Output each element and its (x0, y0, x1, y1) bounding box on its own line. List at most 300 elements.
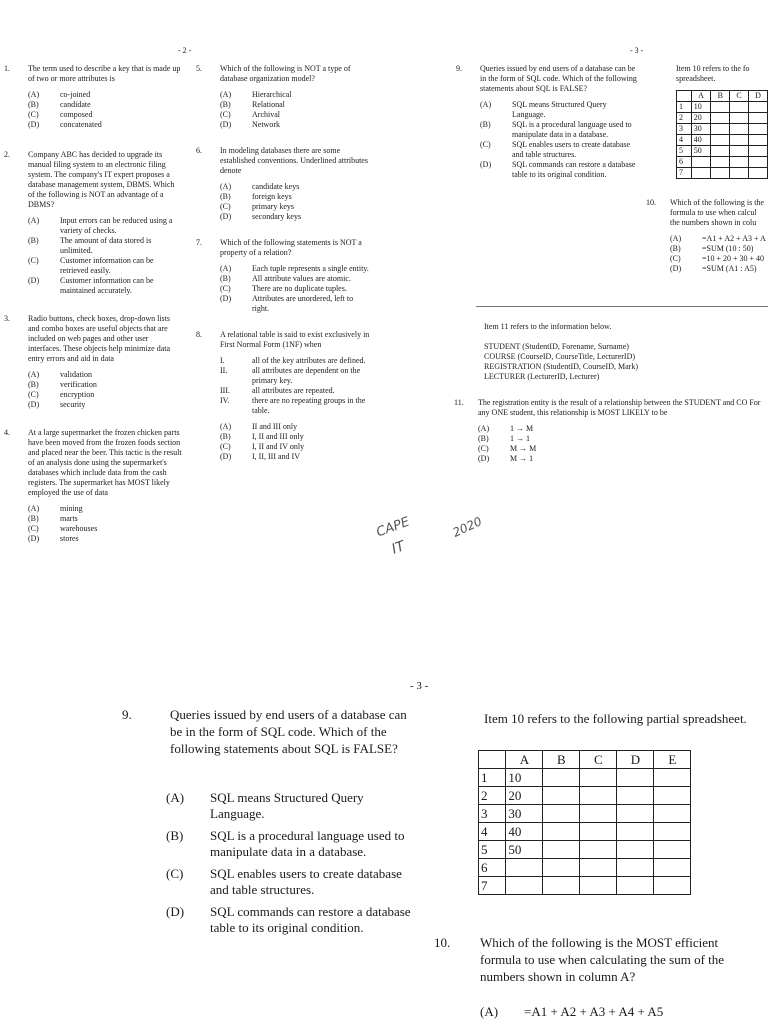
sheet-cell (749, 146, 768, 157)
option-text: validation (60, 370, 92, 379)
option-text: SQL means Structured Query Language. (512, 100, 607, 119)
sheet-cell (617, 823, 654, 841)
answer-option-large (166, 866, 416, 898)
sheet-cell: 30 (691, 124, 711, 135)
answer-option (670, 234, 768, 244)
sheet-column-header: B (543, 751, 580, 769)
question-text: At a large supermarket the frozen chicken parts have been moved from the frozen foods section and placed near the beer. This tactic is the result of an analysis done using the supermarket's databases which include data from the cash registers. The supermarket has MOST likely employed the use of data (28, 428, 182, 497)
sheet-cell (711, 146, 730, 157)
question-block (646, 198, 768, 274)
sheet-column-header: B (711, 91, 730, 102)
option-letter: (C) (220, 442, 231, 451)
sheet-cell (617, 787, 654, 805)
sheet-row-header: 3 (479, 805, 506, 823)
option-text: I, II, III and IV (252, 452, 300, 461)
answer-option (28, 100, 182, 110)
question-text: The registration entity is the result of a relationship between the STUDENT and CO For any ONE student, this relationship is MOST LIKELY to be (478, 398, 761, 417)
question-block (196, 238, 372, 314)
sheet-cell: 40 (506, 823, 543, 841)
sheet-row-header: 1 (677, 102, 692, 113)
sheet-cell (730, 157, 749, 168)
answer-option-large (166, 904, 416, 936)
question-text: A relational table is said to exist exclusively in First Normal Form (1NF) when (220, 330, 370, 349)
option-letter: (D) (480, 160, 492, 169)
sheet-cell (543, 787, 580, 805)
option-text: security (60, 400, 86, 409)
option-letter: (D) (478, 454, 490, 463)
answer-option (220, 452, 372, 462)
answer-option (480, 120, 640, 140)
option-text: SQL enables users to create database and table structures. (210, 866, 402, 897)
sheet-cell (749, 168, 768, 179)
option-letter: (B) (28, 514, 39, 523)
option-letter: (D) (28, 400, 40, 409)
sheet-cell (543, 805, 580, 823)
answer-option (220, 100, 372, 110)
option-letter: (C) (28, 256, 39, 265)
option-text: Input errors can be reduced using a variety of checks. (60, 216, 173, 235)
answer-option (220, 120, 372, 130)
sheet-cell (749, 102, 768, 113)
option-letter: (D) (220, 120, 232, 129)
option-letter: (C) (480, 140, 491, 149)
sheet-cell (730, 168, 749, 179)
sheet-row-header: 1 (479, 769, 506, 787)
option-letter: (A) (480, 100, 492, 109)
option-letter: (A) (28, 370, 40, 379)
answer-option (220, 274, 372, 284)
question-block (196, 330, 372, 462)
option-text: co-joined (60, 90, 91, 99)
roman-item (220, 366, 372, 386)
question-block (196, 64, 372, 130)
option-letter: (D) (670, 264, 682, 273)
option-letter: (B) (670, 244, 681, 253)
sheet-column-header: C (580, 751, 617, 769)
option-text: Network (252, 120, 280, 129)
option-text: I, II and IV only (252, 442, 305, 451)
answer-option (220, 110, 372, 120)
option-letter: (A) (28, 90, 40, 99)
sheet-cell (654, 841, 691, 859)
question-9-options (166, 790, 416, 942)
sheet-cell (654, 823, 691, 841)
sheet-cell (580, 841, 617, 859)
question-column-left (4, 64, 182, 544)
answer-option (220, 294, 372, 314)
question-text: Company ABC has decided to upgrade its manual filing system to an electronic filing system. The company's IT expert proposes a database management system, DBMS. Which of the following is NOT an advantage of a DBMS? (28, 150, 175, 209)
option-letter: (B) (28, 100, 39, 109)
sheet-cell: 50 (691, 146, 711, 157)
option-letter: (A) (220, 264, 232, 273)
roman-text: all attributes are repeated. (252, 386, 335, 395)
sheet-column-header: C (730, 91, 749, 102)
sheet-corner (677, 91, 692, 102)
answer-option (28, 110, 182, 120)
option-text: candidate (60, 100, 91, 109)
question-10-text: Which of the following is the MOST efficient formula to use when calculating the sum of the numbers shown in column A? (480, 935, 725, 984)
question-text: Radio buttons, check boxes, drop-down lists and combo boxes are useful objects that are included on web pages and other user interfaces. These objects help minimize data entry errors and aid in data (28, 314, 171, 363)
schema-line: LECTURER (LecturerID, Lecturer) (484, 372, 600, 381)
answer-option (220, 212, 372, 222)
option-letter: (C) (670, 254, 681, 263)
option-text: SQL means Structured Query Language. (210, 790, 364, 821)
answer-option (28, 276, 182, 296)
option-text: mining (60, 504, 83, 513)
sheet-column-header: A (506, 751, 543, 769)
question-number: 2. (4, 150, 10, 159)
answer-option (220, 90, 372, 100)
option-letter: (C) (28, 390, 39, 399)
answer-option (28, 534, 182, 544)
sheet-cell: 50 (506, 841, 543, 859)
sheet-cell (749, 113, 768, 124)
sheet-cell (617, 841, 654, 859)
option-text: primary keys (252, 202, 294, 211)
schema-line: COURSE (CourseID, CourseTitle, LecturerID) (484, 352, 636, 361)
sheet-cell (617, 769, 654, 787)
question-block (4, 314, 182, 410)
question-10-option-a: (A) =A1 + A2 + A3 + A4 + A5 (480, 1004, 664, 1019)
question-column-middle (196, 64, 372, 462)
sheet-cell (749, 157, 768, 168)
option-text: Hierarchical (252, 90, 292, 99)
answer-option (220, 284, 372, 294)
sheet-cell (617, 877, 654, 895)
sheet-cell (543, 841, 580, 859)
answer-option (28, 256, 182, 276)
sheet-cell (711, 102, 730, 113)
option-text: SQL is a procedural language used to manipulate data in a database. (512, 120, 632, 139)
answer-option (480, 160, 640, 180)
option-letter: (A) (28, 216, 40, 225)
sheet-cell (580, 823, 617, 841)
question-block (456, 64, 640, 180)
sheet-cell (580, 769, 617, 787)
sheet-cell: 30 (506, 805, 543, 823)
sheet-column-header: E (654, 751, 691, 769)
option-text: verification (60, 380, 97, 389)
option-text: =A1 + A2 + A3 + A (702, 234, 766, 243)
sheet-cell (711, 124, 730, 135)
roman-numeral: I. (220, 356, 225, 365)
option-text: SQL is a procedural language used to manipulate data in a database. (210, 828, 405, 859)
option-text: marts (60, 514, 78, 523)
schema-line: REGISTRATION (StudentID, CourseID, Mark) (484, 362, 638, 371)
sheet-row-header: 2 (677, 113, 692, 124)
sheet-row-header: 5 (677, 146, 692, 157)
sheet-cell (506, 877, 543, 895)
option-letter: (D) (220, 294, 232, 303)
roman-item (220, 386, 372, 396)
option-text: II and III only (252, 422, 298, 431)
sheet-cell (730, 124, 749, 135)
sheet-cell (580, 805, 617, 823)
question-11 (454, 398, 768, 464)
option-letter: (D) (28, 120, 40, 129)
option-text: SQL enables users to create database and table structures. (512, 140, 631, 159)
option-text: SQL commands can restore a database table to its original condition. (512, 160, 636, 179)
sheet-cell (654, 805, 691, 823)
question-number: 8. (196, 330, 202, 339)
sheet-row-header: 6 (479, 859, 506, 877)
question-block (4, 150, 182, 296)
answer-option (478, 444, 768, 454)
answer-option-large (166, 790, 416, 822)
option-letter: (B) (28, 380, 39, 389)
question-number: 5. (196, 64, 202, 73)
answer-option (478, 454, 768, 464)
option-text: concatenated (60, 120, 102, 129)
answer-option (28, 524, 182, 534)
option-text: SQL commands can restore a database table to its original condition. (210, 904, 411, 935)
question-block (454, 398, 768, 464)
sheet-cell: 20 (506, 787, 543, 805)
page-number-3: - 3 - (630, 46, 644, 55)
question-number: 7. (196, 238, 202, 247)
sheet-cell (711, 113, 730, 124)
answer-option (28, 400, 182, 410)
option-text: Archival (252, 110, 280, 119)
option-letter: (B) (220, 100, 231, 109)
option-letter: (C) (220, 110, 231, 119)
option-text: composed (60, 110, 93, 119)
sheet-cell (580, 877, 617, 895)
roman-numeral: III. (220, 386, 230, 395)
option-letter: (B) (28, 236, 39, 245)
option-letter: (C) (28, 524, 39, 533)
sheet-cell (617, 805, 654, 823)
option-letter: (C) (220, 284, 231, 293)
option-text: =SUM (A1 : A5) (702, 264, 757, 273)
option-letter: (C) (478, 444, 489, 453)
question-number: 9. (456, 64, 462, 73)
option-text: Customer information can be maintained accurately. (60, 276, 154, 295)
option-text: Each tuple represents a single entity. (252, 264, 369, 273)
answer-option (220, 202, 372, 212)
item-10-intro-large: Item 10 refers to the following partial spreadsheet. (484, 711, 747, 726)
option-letter: (D) (28, 276, 40, 285)
answer-option (480, 100, 640, 120)
answer-option (480, 140, 640, 160)
sheet-cell (730, 146, 749, 157)
question-number: 1. (4, 64, 10, 73)
sheet-cell: 10 (506, 769, 543, 787)
option-letter: (C) (166, 866, 184, 881)
handwritten-note-it: IT (389, 538, 408, 558)
question-number: 4. (4, 428, 10, 437)
answer-option (670, 264, 768, 274)
roman-numeral: II. (220, 366, 228, 375)
sheet-row-header: 5 (479, 841, 506, 859)
sheet-cell (617, 859, 654, 877)
option-letter: (A) (670, 234, 682, 243)
sheet-cell (543, 859, 580, 877)
item-10-intro: Item 10 refers to the fo spreadsheet. (676, 64, 750, 83)
answer-option (28, 216, 182, 236)
option-letter: (B) (220, 192, 231, 201)
option-letter: (B) (480, 120, 491, 129)
question-number: 6. (196, 146, 202, 155)
option-text: secondary keys (252, 212, 302, 221)
question-text: Which of the following is NOT a type of database organization model? (220, 64, 351, 83)
item-11-intro: Item 11 refers to the information below. (484, 322, 612, 331)
option-letter: (B) (220, 274, 231, 283)
question-9-text: Queries issued by end users of a database can be in the form of SQL code. Which of the following statements about SQL is FALSE? (170, 707, 407, 756)
handwritten-note-year: 2020 (450, 514, 485, 540)
sheet-cell (654, 877, 691, 895)
answer-option (28, 120, 182, 130)
handwritten-note-cape: CAPE (374, 514, 412, 541)
page-number-3-large: - 3 - (410, 680, 429, 692)
option-letter: (D) (166, 904, 185, 919)
relational-schema (484, 342, 768, 382)
sheet-corner (479, 751, 506, 769)
option-letter: (B) (166, 828, 184, 843)
answer-option (28, 380, 182, 390)
sheet-column-header: D (749, 91, 768, 102)
option-letter: (D) (220, 212, 232, 221)
option-text: 1 → 1 (510, 434, 530, 443)
sheet-cell (654, 859, 691, 877)
page-number-2: - 2 - (178, 46, 192, 55)
sheet-cell (691, 168, 711, 179)
option-letter: (B) (478, 434, 489, 443)
option-text: Customer information can be retrieved easily. (60, 256, 154, 275)
question-text: Which of the following statements is NOT a property of a relation? (220, 238, 362, 257)
answer-option (28, 504, 182, 514)
sheet-cell: 10 (691, 102, 711, 113)
option-text: There are no duplicate tuples. (252, 284, 347, 293)
roman-text: there are no repeating groups in the table. (252, 396, 366, 415)
answer-option (220, 432, 372, 442)
answer-option (220, 182, 372, 192)
sheet-cell (543, 823, 580, 841)
question-text: The term used to describe a key that is made up of two or more attributes is (28, 64, 181, 83)
sheet-cell (654, 769, 691, 787)
question-block (196, 146, 372, 222)
question-10-small (646, 198, 768, 274)
question-9-number: 9. (122, 707, 132, 722)
answer-option (28, 514, 182, 524)
question-number: 11. (454, 398, 464, 407)
option-text: foreign keys (252, 192, 292, 201)
sheet-row-header: 4 (677, 135, 692, 146)
question-block (4, 64, 182, 130)
sheet-cell (749, 135, 768, 146)
option-letter: (A) (220, 422, 232, 431)
question-text: Which of the following is the formula to use when calcul the numbers shown in colu (670, 198, 764, 227)
question-block (4, 428, 182, 544)
question-number: 10. (646, 198, 656, 207)
sheet-cell (691, 157, 711, 168)
answer-option (670, 244, 768, 254)
answer-option (220, 422, 372, 432)
option-letter: (C) (28, 110, 39, 119)
answer-option (28, 390, 182, 400)
sheet-row-header: 4 (479, 823, 506, 841)
sheet-cell: 20 (691, 113, 711, 124)
sheet-row-header: 7 (677, 168, 692, 179)
question-text: Queries issued by end users of a database can be in the form of SQL code. Which of the following statements about SQL is FALSE? (480, 64, 637, 93)
spreadsheet-small (676, 90, 768, 179)
answer-option-large (166, 828, 416, 860)
option-text: warehouses (60, 524, 98, 533)
divider-line (476, 306, 768, 307)
spreadsheet-large (478, 750, 691, 895)
sheet-row-header: 7 (479, 877, 506, 895)
option-text: 1 → M (510, 424, 534, 433)
question-9-small (456, 64, 640, 180)
option-letter: (A) (220, 90, 232, 99)
option-letter: (C) (220, 202, 231, 211)
sheet-cell (730, 113, 749, 124)
option-letter: (D) (28, 534, 40, 543)
roman-item (220, 396, 372, 416)
option-letter: (A) (28, 504, 40, 513)
roman-text: all of the key attributes are defined. (252, 356, 366, 365)
option-text: stores (60, 534, 79, 543)
sheet-cell (543, 877, 580, 895)
sheet-cell: 40 (691, 135, 711, 146)
answer-option (670, 254, 768, 264)
answer-option (220, 442, 372, 452)
sheet-row-header: 3 (677, 124, 692, 135)
option-text: =SUM (10 : 50) (702, 244, 754, 253)
option-text: The amount of data stored is unlimited. (60, 236, 152, 255)
option-text: Attributes are unordered, left to right. (252, 294, 354, 313)
sheet-cell (654, 787, 691, 805)
sheet-cell (711, 157, 730, 168)
answer-option (28, 370, 182, 380)
question-10-number: 10. (434, 935, 451, 950)
sheet-row-header: 6 (677, 157, 692, 168)
answer-option (220, 264, 372, 274)
sheet-cell (506, 859, 543, 877)
question-text: In modeling databases there are some established conventions. Underlined attributes denote (220, 146, 368, 175)
sheet-cell (580, 859, 617, 877)
roman-text: all attributes are dependent on the primary key. (252, 366, 361, 385)
option-letter: (A) (478, 424, 490, 433)
roman-list (220, 356, 372, 416)
option-text: =10 + 20 + 30 + 40 (702, 254, 765, 263)
schema-line: STUDENT (StudentID, Forename, Surname) (484, 342, 629, 351)
answer-option (28, 90, 182, 100)
sheet-cell (749, 124, 768, 135)
sheet-row-header: 2 (479, 787, 506, 805)
sheet-cell (711, 168, 730, 179)
option-text: All attribute values are atomic. (252, 274, 351, 283)
option-letter: (A) (166, 790, 185, 805)
sheet-column-header: A (691, 91, 711, 102)
option-letter: (B) (220, 432, 231, 441)
sheet-cell (730, 135, 749, 146)
roman-item (220, 356, 372, 366)
option-text: I, II and III only (252, 432, 304, 441)
question-number: 3. (4, 314, 10, 323)
sheet-cell (711, 135, 730, 146)
sheet-cell (543, 769, 580, 787)
answer-option (478, 434, 768, 444)
option-letter: (D) (220, 452, 232, 461)
option-text: candidate keys (252, 182, 300, 191)
sheet-cell (580, 787, 617, 805)
sheet-column-header: D (617, 751, 654, 769)
roman-numeral: IV. (220, 396, 230, 405)
option-text: M → 1 (510, 454, 534, 463)
answer-option (220, 192, 372, 202)
option-text: encryption (60, 390, 95, 399)
